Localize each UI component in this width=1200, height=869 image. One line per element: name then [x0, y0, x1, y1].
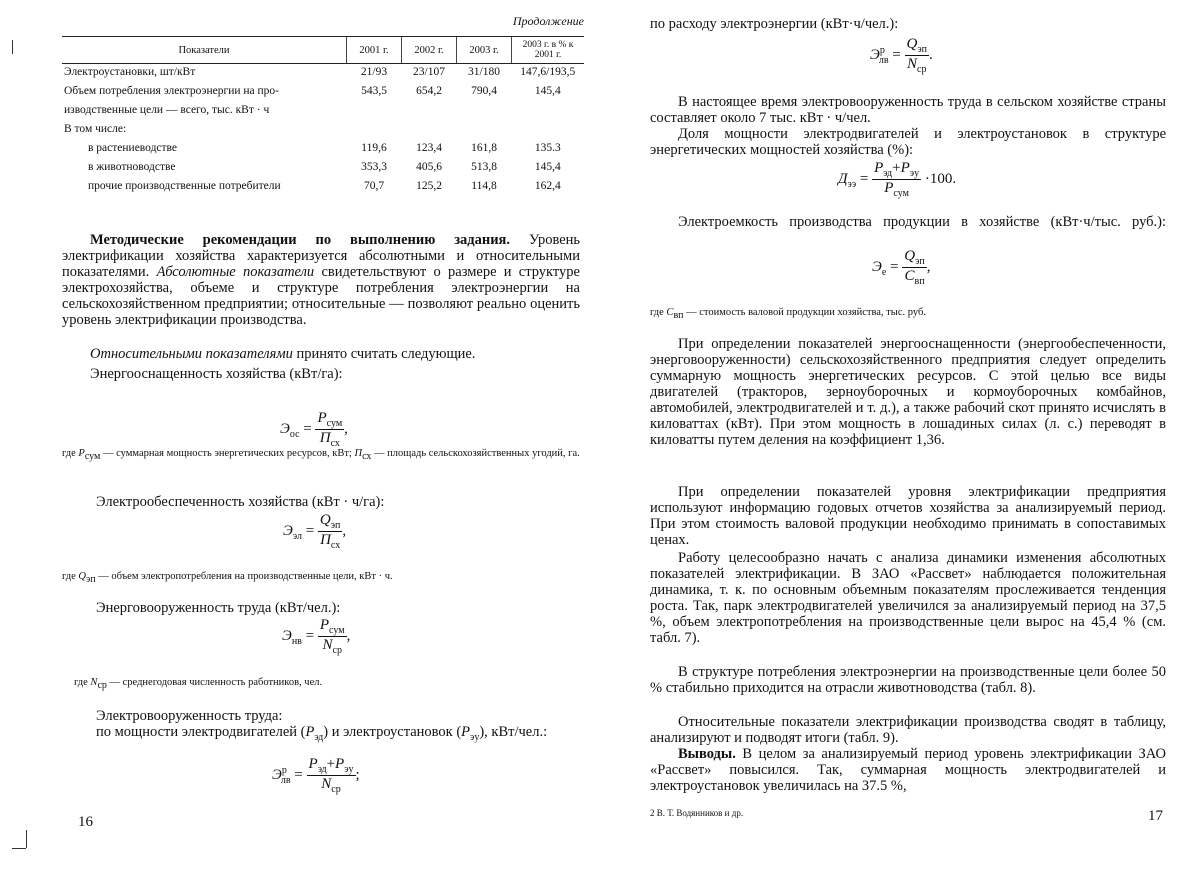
share-paragraph: Доля мощности электродвигателей и электроустановок в структуре энергетических мощностей хозяйства (%):	[650, 126, 1166, 158]
formula-electro-supply: $Э_{эл}$ = $\frac{Q_{эп}}{П_{сх}}$ ,	[283, 512, 347, 551]
table-row	[62, 102, 584, 121]
table-row	[62, 140, 584, 159]
table-cell-value: 125,2	[416, 180, 442, 192]
formula-share-tail: ·100.	[924, 170, 957, 187]
relative-text: принято считать следующие.	[292, 346, 476, 362]
table-cell-value: 654,2	[416, 85, 442, 97]
table-cell-value: 790,4	[471, 85, 497, 97]
margin-mark-top	[12, 40, 13, 54]
table-cell-value: 161,8	[471, 142, 497, 154]
table-cell-value: 119,6	[361, 142, 387, 154]
paragraph-4: В структуре потребления электроэнергии на производственные цели более 50 % стабильно приходится на отрасли животноводства (табл. 8).	[650, 664, 1166, 696]
formula-electro-armament-power: $Э^р_{лв}$ = $\frac{P_{эд}+P_{эу}}{N_{ср}}$ ;	[272, 756, 360, 795]
table-cell-label: В том числе:	[64, 123, 127, 135]
table-row	[62, 64, 584, 84]
table-row	[62, 159, 584, 178]
table-cell-value	[347, 102, 402, 121]
table-cell-label: Электроустановки, шт/кВт	[64, 66, 196, 78]
continuation-label: Продолжение	[512, 14, 584, 28]
conclusions-heading: Выводы.	[678, 746, 736, 762]
table-cell-value: 353,3	[361, 161, 387, 173]
absolute-term: Абсолютные показатели	[156, 264, 315, 280]
table-row	[62, 83, 584, 102]
table-cell-value	[512, 121, 585, 140]
table-row	[62, 121, 584, 140]
table-cell-label: в животноводстве	[88, 161, 176, 173]
table-cell-label: прочие производственные потребители	[88, 180, 281, 192]
method-heading: Методические рекомендации по выполнению задания.	[90, 232, 511, 248]
conclusions-paragraph	[650, 746, 1166, 794]
electro-armament-text: Электровооруженность труда:	[96, 708, 283, 724]
table-cell-value: 70,7	[363, 180, 385, 192]
relative-paragraph	[62, 346, 580, 362]
formula-energy-armament: $Э_{нв}$ = $\frac{P_{сум}}{N_{ср}}$ ,	[282, 617, 351, 656]
table-cell-value: 23/107	[413, 66, 445, 78]
table-cell-value: 162,4	[534, 180, 561, 192]
table-cell-value: 543,5	[361, 85, 387, 97]
paragraph-2: При определении показателей уровня электрификации предприятия используют информацию годовых отчетов хозяйства за анализируемый период. При этом стоимость валовой продукции необходимо принимать в сопоставимых ценах.	[650, 484, 1166, 548]
conclusions-text: В целом за анализируемый период уровень электрификации ЗАО «Рассвет» повысился. Так, суммарная мощность электродвигателей и электроустановок увеличилась на 37.5 %,	[650, 746, 1166, 794]
data-table	[62, 36, 584, 197]
margin-mark-bottom-v	[26, 830, 27, 848]
consumption-text: по расходу электроэнергии (кВт·ч/чел.):	[650, 16, 899, 32]
table-cell-value: 513,8	[471, 161, 497, 173]
table-cell-value	[457, 102, 512, 121]
table-cell-label: изводственные цели — всего, тыс. кВт · ч	[64, 104, 270, 116]
table-cell-value	[402, 121, 457, 140]
table-cell-label: в растениеводстве	[88, 142, 178, 154]
formula-energy-equipment: $Э_{ос}$ = $\frac{P_{сум}}{П_{сх}}$ ,	[280, 410, 348, 449]
note-gross-value: где $C_{вп}$ — стоимость валовой продукции хозяйства, тыс. руб.	[650, 307, 926, 322]
energy-armament-text: Энерговооруженность труда (кВт/чел.):	[96, 600, 341, 616]
paragraph-3: Работу целесообразно начать с анализа динамики изменения абсолютных показателей электрификации. В ЗАО «Рассвет» наблюдается положительная динамика, т. к. по основным объемным показателям прослеживается тенденция роста. Так, парк электродвигателей увеличился за анализируемый период на 37,5 %, объем электропотребления на производственные цели вырос на 45,4 % (см. табл. 7).	[650, 550, 1166, 646]
note-energy: где $P_{сум}$ — суммарная мощность энергетических ресурсов, кВт; $П_{сх}$ — площадь сельскохозяйственных угодий, га.	[62, 448, 580, 463]
page-number-left: 16	[78, 814, 93, 830]
energy-equipment-text: Энергооснащенность хозяйства (кВт/га):	[90, 366, 343, 382]
table-cell-value: 405,6	[416, 161, 442, 173]
col-header-indicator: Показатели	[62, 37, 347, 64]
absolute-text: свидетельствуют о размере и структуре электрохозяйства, объеме и структуре потребления электроэнергии на сельскохозяйственном предприятии; относительные — позволяют реально оценить уровень электрификации производства.	[62, 264, 580, 328]
margin-mark-bottom	[12, 848, 26, 849]
method-text: Уровень электрификации хозяйства характеризуется абсолютными и относительными показателями.	[62, 232, 581, 280]
formula-capacity: $Э_е$ = $\frac{Q_{эп}}{C_{вп}}$ ,	[872, 248, 931, 287]
table-cell-value	[457, 121, 512, 140]
col-header-percent: 2003 г. в % к 2001 г.	[512, 37, 585, 64]
paragraph-5: Относительные показатели электрификации производства сводят в таблицу, анализируют и подводят итоги (табл. 9).	[650, 714, 1166, 746]
table-cell-value: 31/180	[468, 66, 500, 78]
table-row	[62, 178, 584, 197]
right-page	[600, 0, 1200, 869]
electro-supply-text: Электрообеспеченность хозяйства (кВт · ч/га):	[96, 494, 385, 510]
note-workers: где $N_{ср}$ — среднегодовая численность работников, чел.	[74, 677, 323, 692]
table-cell-value: 114,8	[471, 180, 497, 192]
col-header-2001: 2001 г.	[347, 37, 402, 64]
formula-electro-armament-consumption: $Э^р_{лв}$ = $\frac{Q_{эп}}{N_{ср}}$ .	[870, 36, 933, 75]
table-cell-value: 21/93	[360, 66, 388, 78]
col-header-2003: 2003 г.	[457, 37, 512, 64]
footer-signature-note: 2 В. Т. Водянников и др.	[650, 808, 744, 818]
paragraph-1: При определении показателей энергооснащенности (энергообеспеченности, энерговооруженности) сельскохозяйственного предприятия следует определить суммарную мощность энергетических ресурсов. С этой целью все виды двигателей (тракторов, зерноуборочных и кормоуборочных комбайнов, автомобилей, электродвигателей и т. д.), а также рабочий скот принято исчислять в киловаттах (кВт). При этом мощность в лошадиных силах (л. с.) переводят в киловатты путем деления на коэффициент 1,36.	[650, 336, 1166, 448]
page-number-right: 17	[1148, 808, 1163, 824]
method-paragraph	[62, 232, 580, 328]
col-header-2002: 2002 г.	[402, 37, 457, 64]
relative-term: Относительными показателями	[90, 346, 293, 362]
table-cell-value: 145,4	[534, 85, 561, 97]
table-cell-value: 145,4	[534, 161, 561, 173]
current-level-paragraph: В настоящее время электровооруженность труда в сельском хозяйстве страны составляет около 7 тыс. кВт · ч/чел.	[650, 94, 1166, 126]
table-cell-value	[402, 102, 457, 121]
table-cell-value: 135.3	[534, 142, 561, 154]
table-cell-label: Объем потребления электроэнергии на про-	[64, 85, 280, 97]
capacity-paragraph: Электроемкость производства продукции в хозяйстве (кВт·ч/тыс. руб.):	[678, 214, 1166, 230]
note-electro: где $Q_{эп}$ — объем электропотребления на производственные цели, кВт · ч.	[62, 571, 393, 586]
table-cell-value	[512, 102, 585, 121]
power-text: по мощности электродвигателей $(P_{эд})$ и электроустановок $(P_{эу})$, кВт/чел.:	[96, 724, 548, 743]
formula-share: $Д_{ээ}$ = $\frac{P_{эд}+P_{эу}}{P_{сум}}$ ·100.	[838, 160, 957, 199]
table-cell-value	[347, 121, 402, 140]
table-cell-value: 147,6/193,5	[520, 66, 576, 78]
table-cell-value: 123,4	[416, 142, 442, 154]
